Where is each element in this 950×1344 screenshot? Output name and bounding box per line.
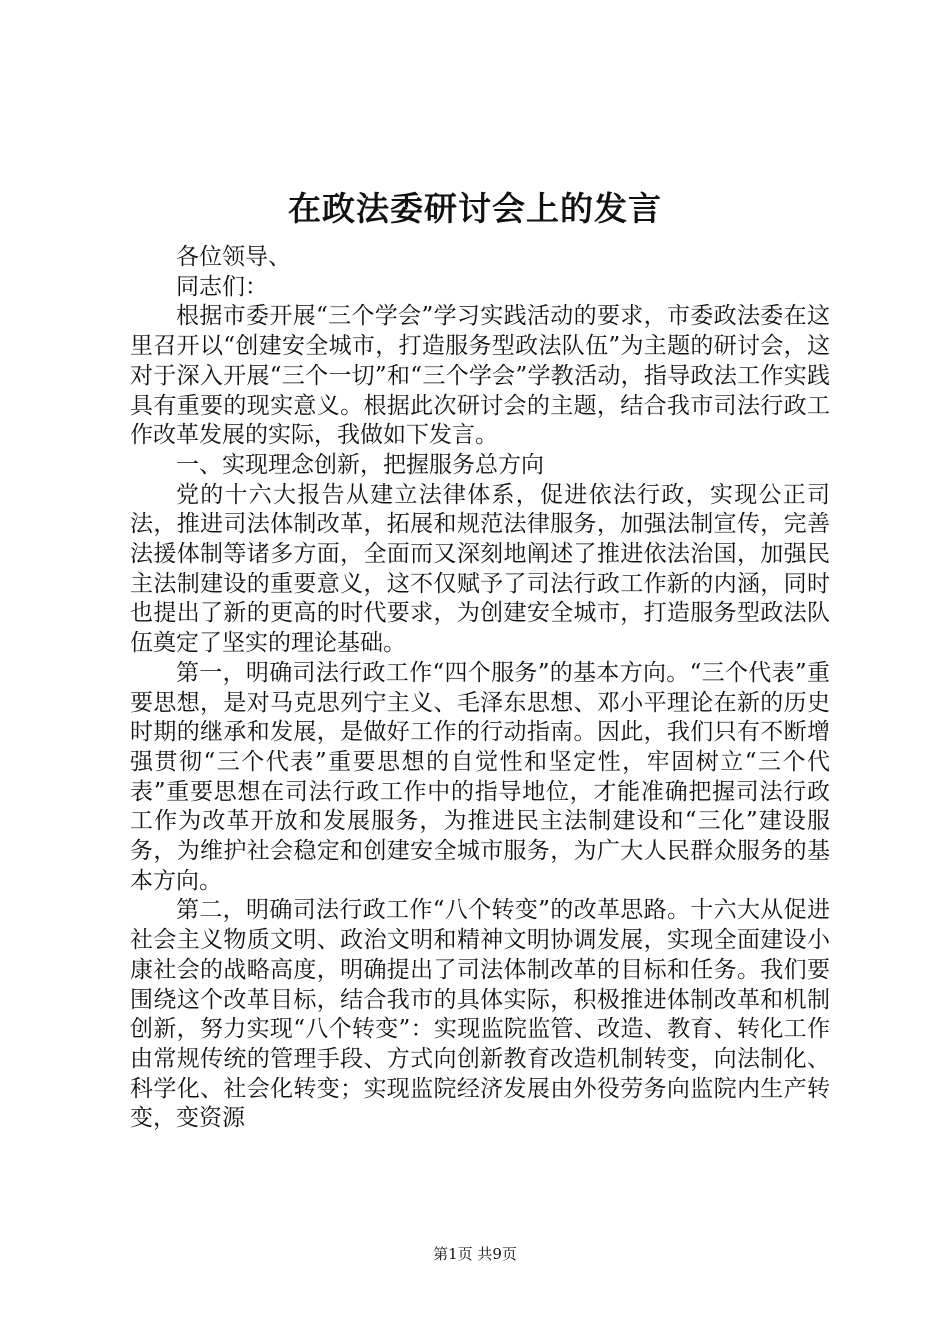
body-paragraph: 第一，明确司法行政工作“四个服务”的基本方向。“三个代表”重要思想，是对马克思列宁主义、毛泽东思想、邓小平理论在新的历史时期的继承和发展，是做好工作的行动指南。因此，我们只有不断增强贯彻“三个代表”重要思想的自觉性和坚定性，牢固树立“三个代表”重要思想在司法行政工作中的指导地位，才能准确把握司法行政工作为改革开放和发展服务，为推进民主法制建设和“三化”建设服务，为维护社会稳定和创建安全城市服务，为广大人民群众服务的基本方向。 [130,659,830,894]
body-paragraph: 第二，明确司法行政工作“八个转变”的改革思路。十六大从促进社会主义物质文明、政治文明和精神文明协调发展，实现全面建设小康社会的战略高度，明确提出了司法体制改革的目标和任务。我们要围绕这个改革目标，结合我市的具体实际，积极推进体制改革和机制创新，努力实现“八个转变”：实现监院监管、改造、教育、转化工作由常规传统的管理手段、方式向创新教育改造机制转变，向法制化、科学化、社会化转变；实现监院经济发展由外役劳务向监院内生产转变，变资源 [130,897,830,1132]
document-body [130,243,830,1134]
intro-paragraph: 根据市委开展“三个学会”学习实践活动的要求，市委政法委在这里召开以“创建安全城市，打造服务型政法队伍”为主题的研讨会，这对于深入开展“三个一切”和“三个学会”学教活动，指导政法工作实践具有重要的现实意义。根据此次研讨会的主题，结合我市司法行政工作改革发展的实际，我做如下发言。 [130,303,830,449]
section-heading-1: 一、实现理念创新，把握服务总方向 [176,451,544,478]
salutation-leaders: 各位领导、 [176,244,291,270]
page-footer: 第1页 共9页 [433,1245,517,1263]
salutation-comrades: 同志们： [176,273,268,300]
document-title: 在政法委研讨会上的发言 [288,189,662,228]
body-paragraph: 党的十六大报告从建立法律体系，促进依法行政，实现公正司法，推进司法体制改革，拓展和规范法律服务，加强法制宣传，完善法援体制等诸多方面，全面而又深刻地阐述了推进依法治国，加强民主法制建设的重要意义，这不仅赋予了司法行政工作新的内涵，同时也提出了新的更高的时代要求，为创建安全城市，打造服务型政法队伍奠定了坚实的理论基础。 [130,481,830,657]
